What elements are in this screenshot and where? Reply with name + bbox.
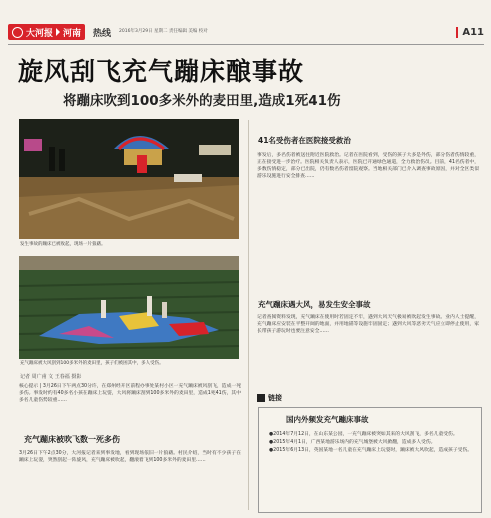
section-label: 热线	[93, 28, 112, 39]
photo-scene-illustration	[19, 119, 239, 239]
photo2-caption: 充气蹦床被大风刮到100多米外的麦田里，孩子们被困其中，多人受伤。	[20, 361, 164, 366]
brand-name: 大河报	[26, 28, 54, 39]
sidebar-box	[258, 407, 482, 513]
left-subheading: 充气蹦床被吹飞数一死多伤	[24, 435, 120, 444]
header-rule	[8, 44, 484, 45]
right-body-1: 事发后，多名伤者被送往附近医院救治。记者在医院看到，受伤的孩子大多是外伤，部分伤者伤情较重，正在接受进一步治疗。医院相关负责人表示，医院已开通绿色通道，全力救治伤员。目前，41名伤者中，多数伤情稳定，部分已出院，仍有数名伤者留院观察。当地相关部门已介入调查事故原因，并对全区类似游乐设施进行安全排查……	[257, 153, 479, 179]
photo-wheat-field	[19, 256, 239, 359]
lead-paragraph: 核心提示 | 3月26日下午两点30分许，在郑州经开区前程办事处某村小区一充气蹦床被风刮飞，造成一死多伤。事发时约有40多名小孩在蹦床上玩耍，大风将蹦床刮到100多米外的麦田里，造成1死41伤，其中多名儿童伤势较重……	[19, 384, 241, 403]
sidebar-item: ●2014年7月12日，在山东某公园，一充气蹦床被突如其来的大风刮飞，多名儿童受伤。	[269, 432, 458, 437]
sidebar-item: ●2015年6月13日，英国某地一名儿童在充气蹦床上玩耍时，蹦床被大风吹起，造成孩子受伤。	[269, 448, 473, 453]
photo1-caption: 发生事故的蹦床已被收起，现场一片狼藉。	[20, 242, 106, 247]
sidebar-item: ●2015年4月1日，广西某地游乐场内的充气城堡被大风掀翻，造成多人受伤。	[269, 440, 436, 445]
right-subheading-1: 41名受伤者在医院接受救治	[258, 136, 351, 145]
photo-accident-scene	[19, 119, 239, 239]
square-bullet-icon	[257, 394, 265, 402]
arrow-icon	[56, 28, 60, 36]
subheadline: 将蹦床吹到100多米外的麦田里,造成1死41伤	[63, 93, 341, 109]
masthead	[8, 21, 484, 43]
headline: 旋风刮飞充气蹦床酿事故	[18, 57, 305, 86]
sidebar-title: 国内外频发充气蹦床事故	[286, 415, 369, 424]
page-number: A11	[456, 27, 484, 38]
link-label: 链接	[268, 393, 282, 402]
region-label: 河南	[63, 28, 82, 39]
right-body-2: 记者查阅资料发现，充气蹦床在使用时若固定不牢，遇到大风天气极易被吹起发生事故。业内人士提醒，充气蹦床应安装在平整开阔的地面，并用地锚等设施牢固固定；遇到大风等恶劣天气应立即停止使用，家长带孩子游玩时也要注意安全……	[257, 315, 479, 334]
brand-badge	[8, 24, 85, 40]
right-subheading-2: 充气蹦床遇大风，易发生安全事故	[258, 300, 371, 309]
link-heading	[257, 391, 282, 404]
logo-icon	[12, 27, 23, 38]
dateline: 2016年3月29日 星期二 责任编辑 美编 校对	[119, 29, 208, 34]
column-divider	[248, 120, 249, 510]
sidebar-list	[269, 431, 474, 455]
photo-field-illustration	[19, 256, 239, 359]
left-body: 3月26日下午2点30分，大河报记者来到事发地，看到现场依旧一片狼藉。村民介绍，当时有不少孩子在蹦床上玩耍，突然刮起一阵旋风，充气蹦床被吹起，翻滚着飞到100多米外的麦田里……	[19, 451, 241, 463]
byline: 记者 周广甫 文 王春福 摄影	[20, 374, 82, 380]
